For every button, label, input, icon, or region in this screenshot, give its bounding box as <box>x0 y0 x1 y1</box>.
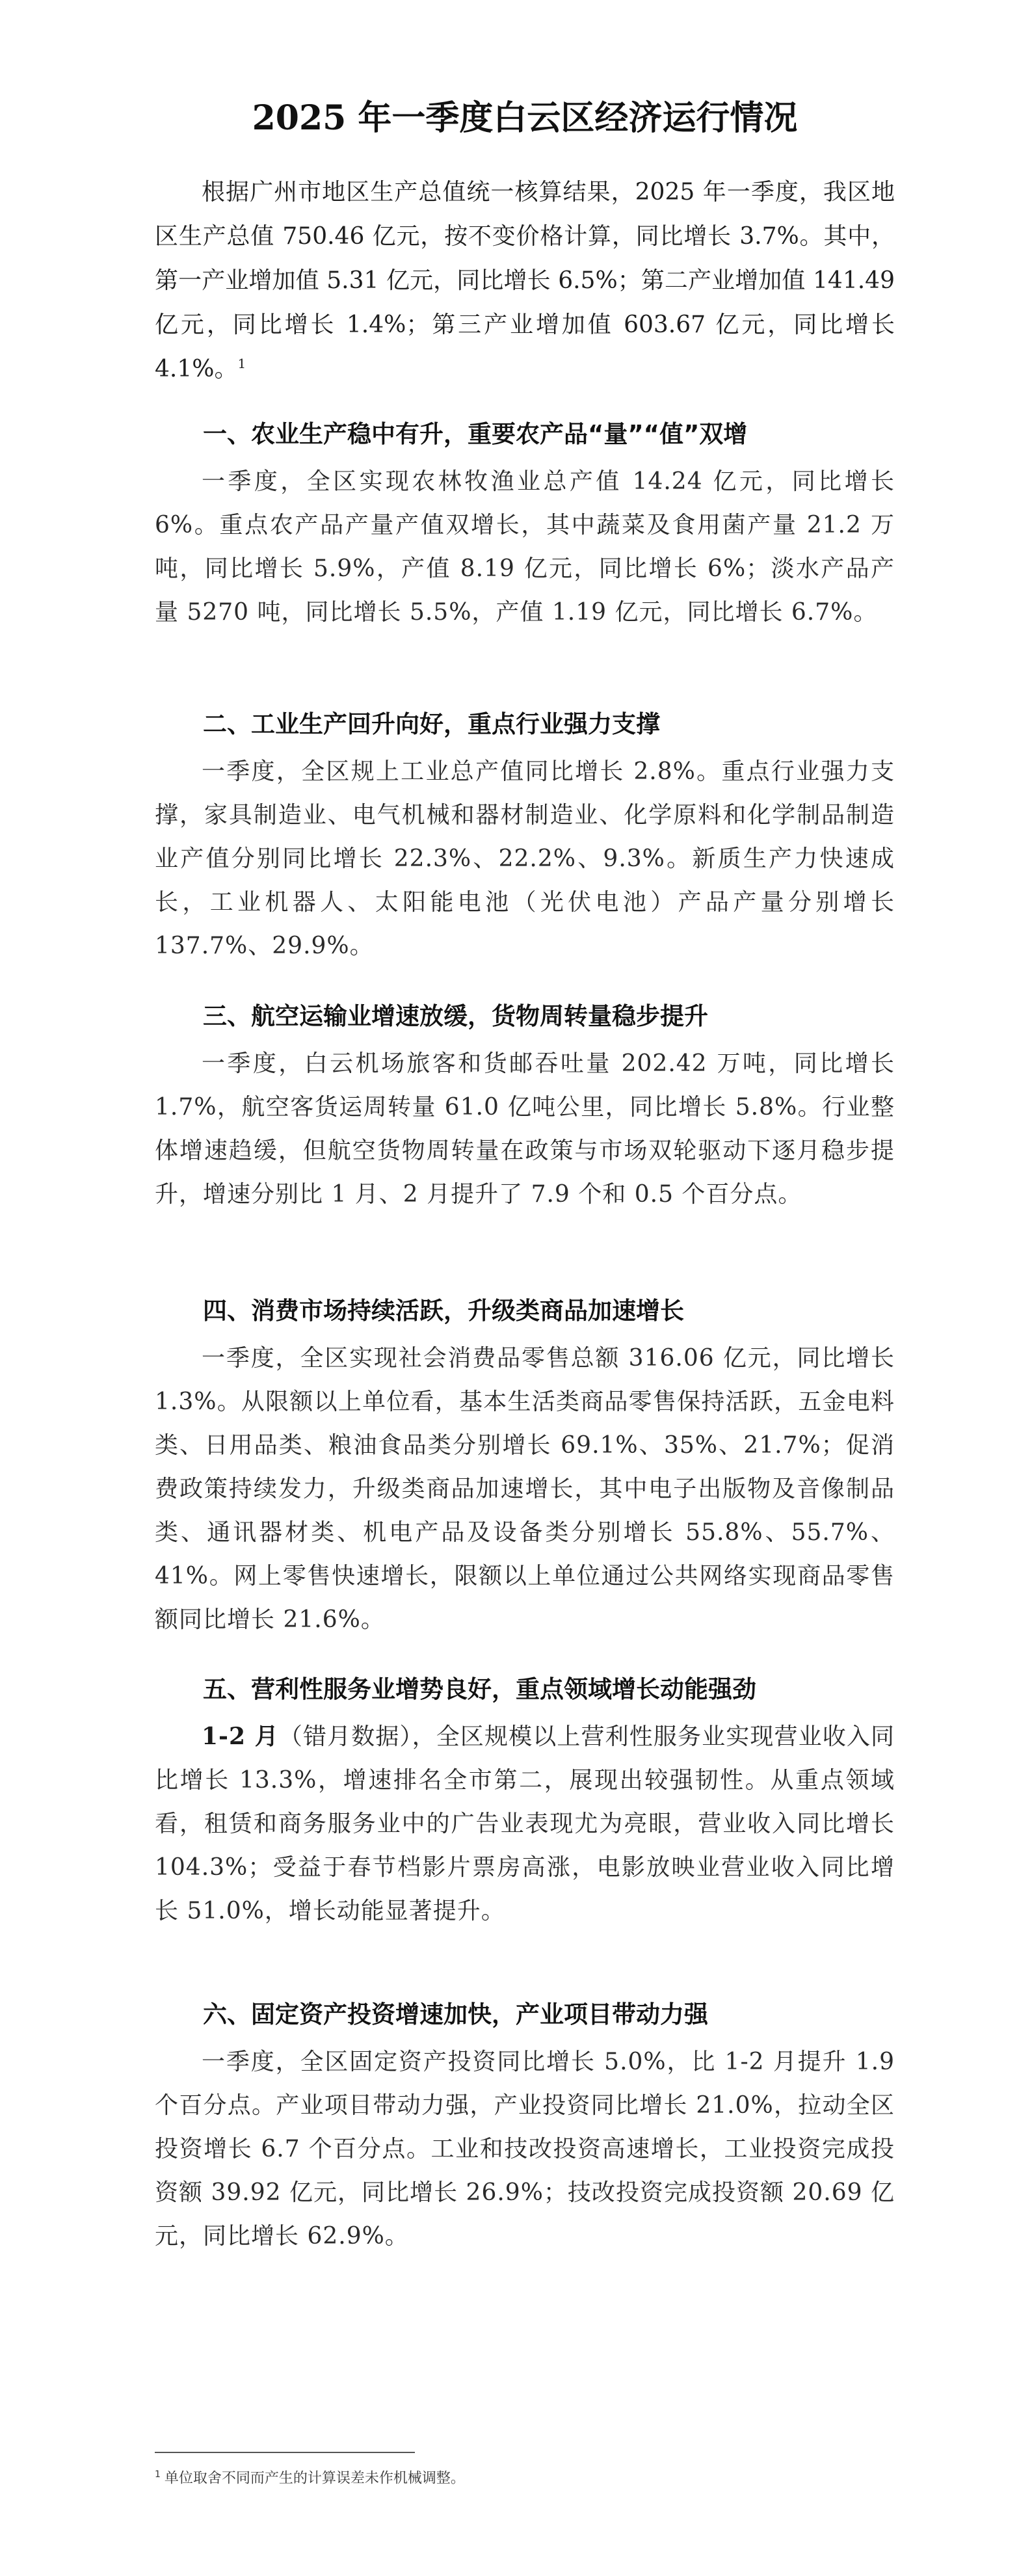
footnote-divider <box>155 2452 415 2453</box>
footnote-mark: 1 <box>155 2469 161 2480</box>
section-heading-aviation: 三、航空运输业增速放缓，货物周转量稳步提升 <box>203 1002 708 1030</box>
section-body-agriculture: 一季度，全区实现农林牧渔业总产值 14.24 亿元，同比增长 6%。重点农产品产量产值双增长，其中蔬菜及食用菌产量 21.2 万吨，同比增长 5.9%，产值 8.19 亿元，同比增长 6%；淡水产品产量 5270 吨，同比增长 5.5%，产值 1.19 亿元，同比增长 6.7%。 <box>155 468 895 626</box>
section-body-services <box>155 1715 895 1933</box>
services-body-text: （错月数据），全区规模以上营利性服务业实现营业收入同比增长 13.3%，增速排名全市第二，展现出较强韧性。从重点领域看，租赁和商务服务业中的广告业表现尤为亮眼，营业收入同比增长 104.3%；受益于春节档影片票房高涨，电影放映业营业收入同比增长 51.0%，增长动能显著提升。 <box>155 1723 895 1924</box>
footnote-reference[interactable]: 1 <box>237 356 246 371</box>
services-period-lead: 1-2 月 <box>202 1723 279 1750</box>
section-body-aviation: 一季度，白云机场旅客和货邮吞吐量 202.42 万吨，同比增长 1.7%，航空客货运周转量 61.0 亿吨公里，同比增长 5.8%。行业整体增速趋缓，但航空货物周转量在政策与市场双轮驱动下逐月稳步提升，增速分别比 1 月、2 月提升了 7.9 个和 0.5 个百分点。 <box>155 1050 895 1208</box>
section-body-industry: 一季度，全区规上工业总产值同比增长 2.8%。重点行业强力支撑，家具制造业、电气机械和器材制造业、化学原料和化学制品制造业产值分别同比增长 22.3%、22.2%、9.3%。新质生产力快速成长，工业机器人、太阳能电池（光伏电池）产品产量分别增长 137.7%、29.9%。 <box>155 758 895 959</box>
section-heading-investment: 六、固定资产投资增速加快，产业项目带动力强 <box>203 2000 708 2028</box>
footnote-text: 单位取舍不同而产生的计算误差未作机械调整。 <box>164 2470 465 2487</box>
section-body-consumption: 一季度，全区实现社会消费品零售总额 316.06 亿元，同比增长 1.3%。从限额以上单位看，基本生活类商品零售保持活跃，五金电料类、日用品类、粮油食品类分别增长 69.1%、35%、21.7%；促消费政策持续发力，升级类商品加速增长，其中电子出版物及音像制品类、通讯器材类、机电产品及设备类分别增长 55.8%、55.7%、41%。网上零售快速增长，限额以上单位通过公共网络实现商品零售额同比增长 21.6%。 <box>155 1345 895 1633</box>
footnote <box>155 2465 895 2488</box>
intro-paragraph <box>155 170 895 392</box>
section-heading-industry: 二、工业生产回升向好，重点行业强力支撑 <box>203 710 660 738</box>
section-body-investment: 一季度，全区固定资产投资同比增长 5.0%，比 1-2 月提升 1.9 个百分点。产业项目带动力强，产业投资同比增长 21.0%，拉动全区投资增长 6.7 个百分点。工业和技改投资高速增长，工业投资完成投资额 39.92 亿元，同比增长 26.9%；技改投资完成投资额 20.69 亿元，同比增长 62.9%。 <box>155 2049 895 2250</box>
intro-text: 根据广州市地区生产总值统一核算结果，2025 年一季度，我区地区生产总值 750.46 亿元，按不变价格计算，同比增长 3.7%。其中，第一产业增加值 5.31 亿元，同比增长 6.5%；第二产业增加值 141.49 亿元，同比增长 1.4%；第三产业增加值 603.67 亿元，同比增长 4.1%。 <box>155 179 895 382</box>
page-title: 2025 年一季度白云区经济运行情况 <box>252 98 798 138</box>
section-heading-services: 五、营利性服务业增势良好，重点领域增长动能强劲 <box>203 1675 756 1703</box>
section-heading-agriculture: 一、农业生产稳中有升，重要农产品“量”“值”双增 <box>203 420 748 448</box>
section-heading-consumption: 四、消费市场持续活跃，升级类商品加速增长 <box>203 1297 684 1325</box>
